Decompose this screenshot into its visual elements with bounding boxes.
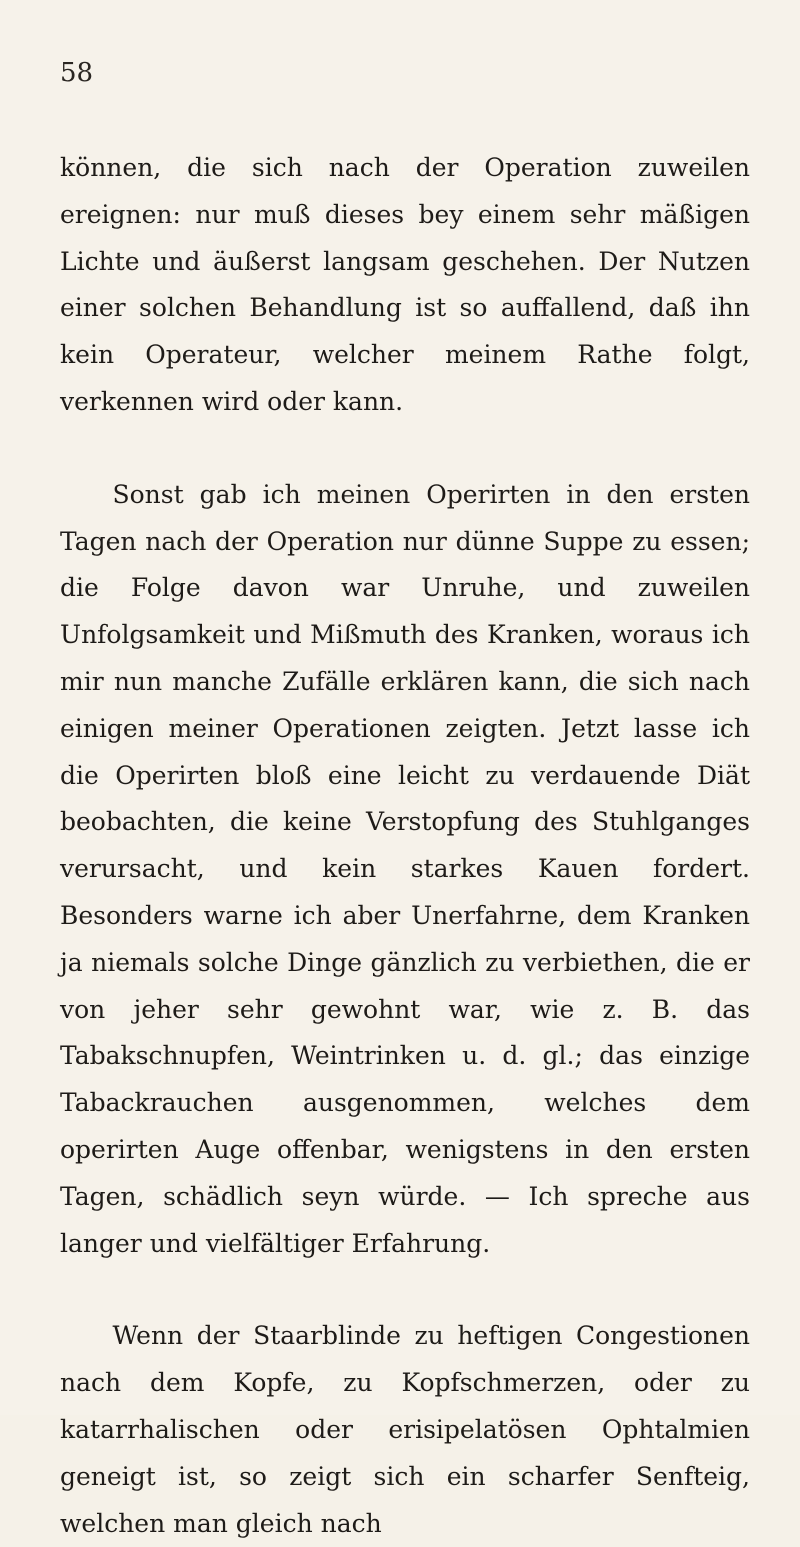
paragraph-3: Wenn der Staarblinde zu heftigen Congestionen nach dem Kopfe, zu Kopfschmerzen, oder zu katarrhalischen oder erisipelatösen Ophtalmien geneigt ist, so zeigt sich ein scharfer Senfteig, welchen man gleich nach (60, 1321, 750, 1538)
paragraph-1: können, die sich nach der Operation zuweilen ereignen: nur muß dieses bey einem sehr mäßigen Lichte und äußerst langsam geschehen. Der Nutzen einer solchen Behandlung ist so auffallend, daß ihn kein Operateur, welcher meinem Rathe folgt, verkennen wird oder kann. (60, 153, 750, 416)
paragraph-2: Sonst gab ich meinen Operirten in den ersten Tagen nach der Operation nur dünne Suppe zu essen; die Folge davon war Unruhe, und zuweilen Unfolgsamkeit und Mißmuth des Kranken, woraus ich mir nun manche Zufälle erklären kann, die sich nach einigen meiner Operationen zeigten. Jetzt lasse ich die Operirten bloß eine leicht zu verdauende Diät beobachten, die keine Verstopfung des Stuhlganges verursacht, und kein starkes Kauen fordert. Besonders warne ich aber Unerfahrne, dem Kranken ja niemals solche Dinge gänzlich zu verbiethen, die er von jeher sehr gewohnt war, wie z. B. das Tabakschnupfen, Weintrinken u. d. gl.; das einzige Tabackrauchen ausgenommen, welches dem operirten Auge offenbar, wenigstens in den ersten Tagen, schädlich seyn würde. — Ich spreche aus langer und vielfältiger Erfahrung. (60, 479, 750, 1258)
body-text (60, 145, 750, 1547)
page-number: 58 (60, 58, 94, 88)
